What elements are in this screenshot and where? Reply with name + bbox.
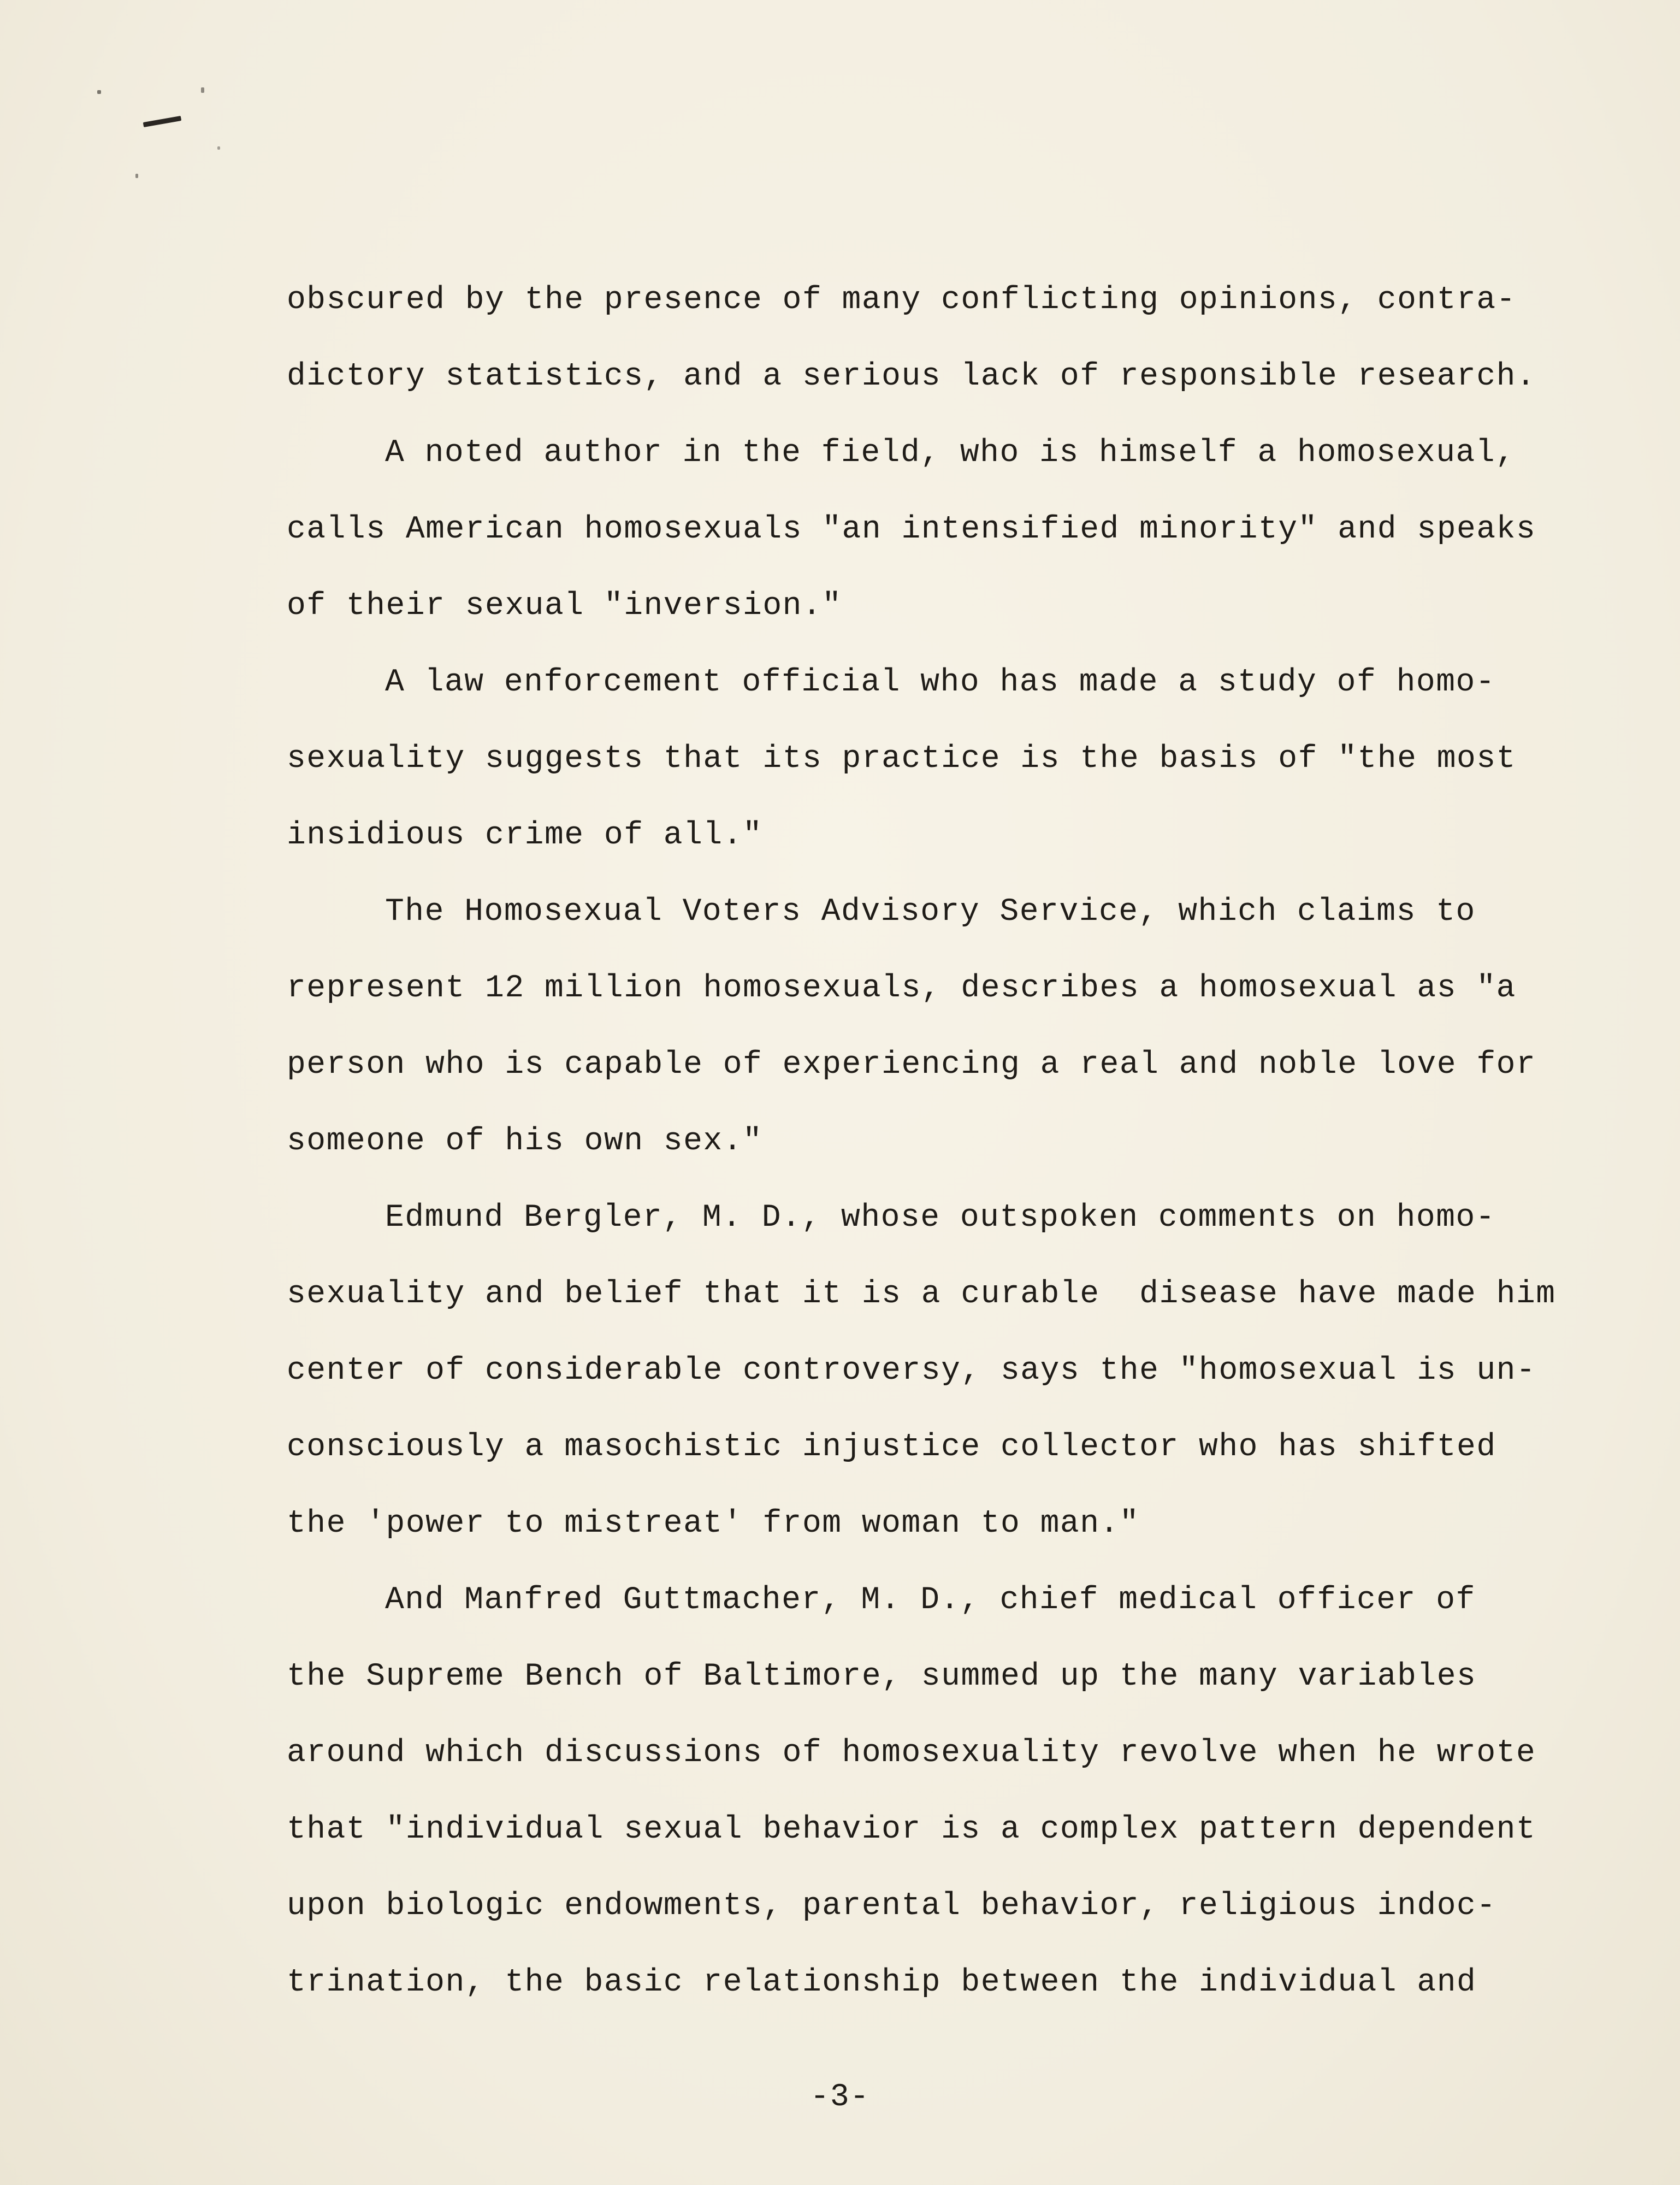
text-line: center of considerable controversy, says the "homosexual is un-: [287, 1353, 1536, 1389]
text-line: obscured by the presence of many conflicting opinions, contra-: [287, 282, 1516, 318]
text-line: calls American homosexuals "an intensified minority" and speaks: [287, 512, 1536, 547]
paragraph-first-line: Edmund Bergler, M. D., whose outspoken comments on homo-: [385, 1200, 1496, 1236]
paragraph-first-line: A law enforcement official who has made a study of homo-: [385, 665, 1496, 700]
text-line: the Supreme Bench of Baltimore, summed up the many variables: [287, 1659, 1477, 1694]
text-line: dictory statistics, and a serious lack of responsible research.: [287, 359, 1536, 394]
page-number: -3-: [810, 2080, 870, 2115]
text-line: upon biologic endowments, parental behavior, religious indoc-: [287, 1888, 1496, 1924]
text-line: the 'power to mistreat' from woman to man.": [287, 1506, 1140, 1542]
text-line: of their sexual "inversion.": [287, 588, 842, 624]
ink-speck: [135, 174, 138, 178]
text-line: person who is capable of experiencing a real and noble love for: [287, 1047, 1536, 1083]
text-line: represent 12 million homosexuals, describes a homosexual as "a: [287, 971, 1516, 1006]
text-line: someone of his own sex.": [287, 1124, 763, 1159]
ink-speck: [201, 87, 204, 93]
text-line: insidious crime of all.": [287, 818, 763, 853]
text-line: consciously a masochistic injustice collector who has shifted: [287, 1430, 1496, 1465]
paragraph-first-line: A noted author in the field, who is himself a homosexual,: [385, 435, 1516, 471]
text-line: trination, the basic relationship between the individual and: [287, 1965, 1477, 2000]
paragraph-first-line: The Homosexual Voters Advisory Service, which claims to: [385, 894, 1476, 930]
text-line: around which discussions of homosexuality revolve when he wrote: [287, 1735, 1536, 1771]
ink-speck: [217, 146, 220, 150]
text-line: sexuality suggests that its practice is the basis of "the most: [287, 741, 1516, 777]
ink-speck: [97, 90, 101, 94]
text-line: that "individual sexual behavior is a complex pattern dependent: [287, 1812, 1536, 1847]
text-line: sexuality and belief that it is a curable disease have made him: [287, 1277, 1556, 1312]
ink-mark: [143, 116, 181, 127]
paragraph-first-line: And Manfred Guttmacher, M. D., chief medical officer of: [385, 1582, 1476, 1618]
